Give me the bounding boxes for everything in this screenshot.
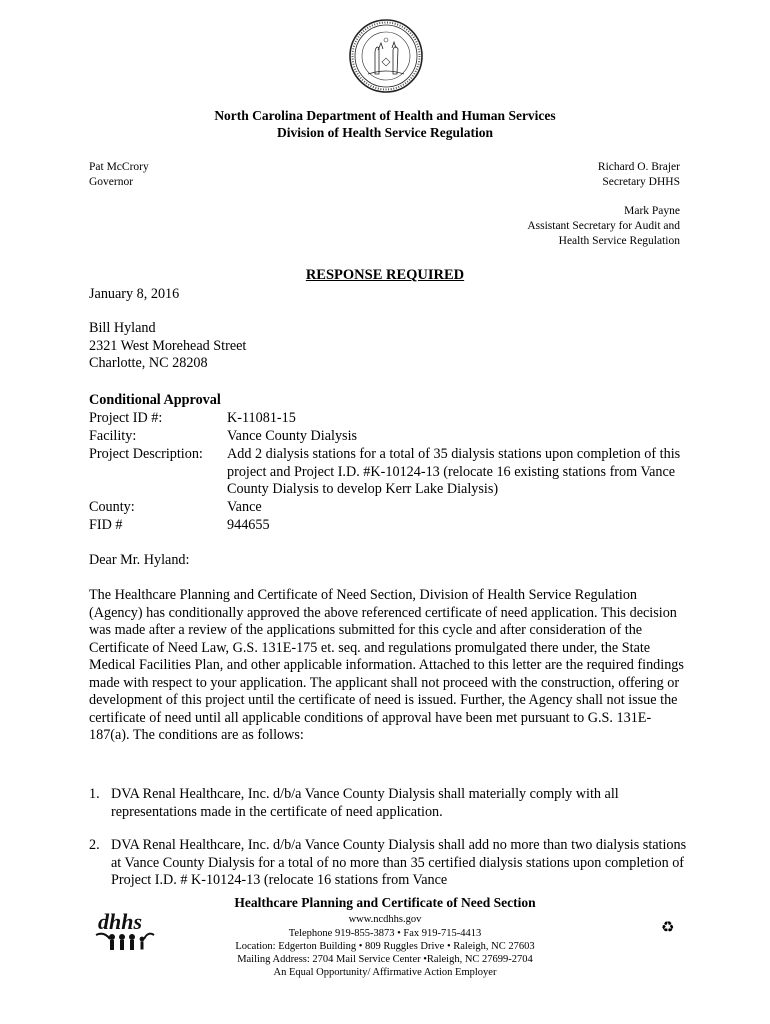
recipient-address <box>89 320 246 373</box>
assistant-secretary-block <box>527 204 680 249</box>
body-paragraph: The Healthcare Planning and Certificate of Need Section, Division of Health Service Regulation (Agency) has conditionally approved the above referenced certificate of need application. This decision was made after a review of the applications submitted for this cycle and after consideration of the Certificate of Need Law, G.S. 131E-175 et. seq. and regulations promulgated there under, the State Medical Facilities Plan, and other applicable information. Attached to this letter are the required findings made with respect to your application. The applicant shall not proceed with the construction, offering or development of this project until the certificate of need is issued. Further, the Agency shall not issue the certificate of need until all applicable conditions of approval have been met pursuant to G.S. 131E-187(a). The conditions are as follows: <box>89 587 684 743</box>
letter-date: January 8, 2016 <box>89 286 180 302</box>
county-label: County: <box>89 499 135 515</box>
condition-text: DVA Renal Healthcare, Inc. d/b/a Vance County Dialysis shall materially comply with all representations made in the certificate of need application. <box>111 786 619 820</box>
secretary-block <box>598 160 680 190</box>
county-value: Vance <box>227 499 262 515</box>
condition-item <box>89 837 689 890</box>
response-required-heading: RESPONSE REQUIRED <box>305 267 465 283</box>
recycle-icon: ♻ <box>661 918 675 936</box>
condition-number: 1. <box>89 786 100 802</box>
fid-label: FID # <box>89 517 123 533</box>
footer-location: Location: Edgerton Building • 809 Ruggles Drive • Raleigh, NC 27603 <box>235 941 535 952</box>
recipient-street: 2321 West Morehead Street <box>89 337 247 354</box>
project-description-label: Project Description: <box>89 446 203 462</box>
footer-section-title: Healthcare Planning and Certificate of Need Section <box>234 895 536 910</box>
assistant-title-line2: Health Service Regulation <box>558 235 680 247</box>
recipient-city: Charlotte, NC 28208 <box>89 355 208 371</box>
project-id-label: Project ID #: <box>89 410 163 426</box>
project-id-value: K-11081-15 <box>227 410 296 426</box>
footer-eoe-statement: An Equal Opportunity/ Affirmative Action Employer <box>273 967 497 978</box>
conditional-approval-title: Conditional Approval <box>89 392 221 408</box>
facility-label: Facility: <box>89 428 137 444</box>
facility-value: Vance County Dialysis <box>227 428 358 444</box>
assistant-title-line1: Assistant Secretary for Audit and <box>527 220 680 232</box>
footer-phone: Telephone 919-855-3873 • Fax 919-715-4413 <box>288 928 482 939</box>
governor-block <box>89 160 149 190</box>
secretary-name: Richard O. Brajer <box>597 161 680 173</box>
governor-title: Governor <box>89 176 134 188</box>
svg-text:dhhs: dhhs <box>98 909 143 934</box>
condition-text: DVA Renal Healthcare, Inc. d/b/a Vance County Dialysis shall add no more than two dialysis stations at Vance County Dialysis for a total of no more than 35 certified dialysis stations upon completion of Project I.D. # K-10124-13 (relocate 16 stations from Vance <box>111 837 687 888</box>
condition-item <box>89 786 689 821</box>
project-description-value: Add 2 dialysis stations for a total of 35 dialysis stations upon completion of this project and Project I.D. #K-10124-13 (relocate 16 existing stations from Vance County Dialysis to develop Kerr Lake Dialysis) <box>227 446 681 497</box>
footer-mailing-address: Mailing Address: 2704 Mail Service Center •Raleigh, NC 27699-2704 <box>237 954 533 965</box>
secretary-title: Secretary DHHS <box>602 176 680 188</box>
department-name: North Carolina Department of Health and Human Services <box>214 108 556 123</box>
fid-value: 944655 <box>227 517 270 533</box>
division-name: Division of Health Service Regulation <box>277 125 493 140</box>
condition-number: 2. <box>89 837 100 853</box>
footer-website: www.ncdhhs.gov <box>348 914 422 925</box>
state-seal-icon <box>348 18 424 94</box>
governor-name: Pat McCrory <box>89 161 149 173</box>
assistant-name: Mark Payne <box>624 205 680 217</box>
salutation: Dear Mr. Hyland: <box>89 552 190 568</box>
recipient-name: Bill Hyland <box>89 320 156 336</box>
